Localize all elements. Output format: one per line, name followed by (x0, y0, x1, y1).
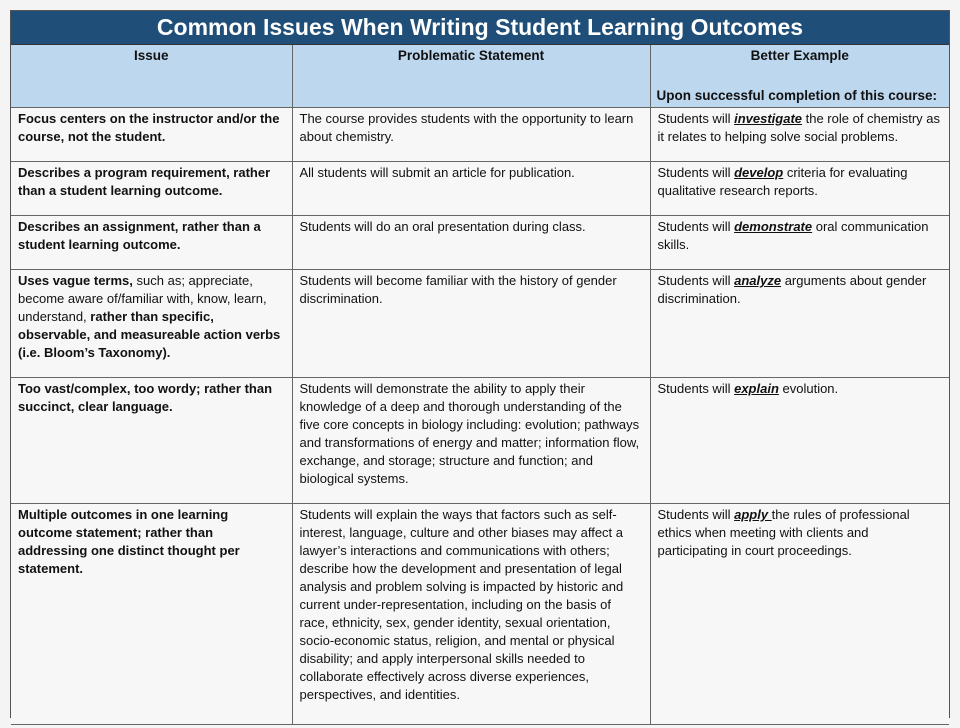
better-text-pre: Students will (657, 507, 735, 522)
better-cell (650, 108, 949, 162)
table-row (11, 108, 949, 162)
issues-table (11, 45, 949, 725)
issue-cell: Describes an assignment, rather than a student learning outcome. (11, 216, 292, 270)
better-text-pre: Students will (657, 111, 735, 126)
table-header-row (11, 45, 949, 108)
problem-cell: Students will become familiar with the history of gender discrimination. (292, 270, 650, 378)
table-row (11, 216, 949, 270)
issue-text-bold-b: rather than specific, observable, and measureable action verbs (i.e. Bloom’s Taxonomy). (18, 309, 281, 360)
better-text-post: the role of chemistry as it relates to helping solve social problems. (657, 111, 941, 144)
issue-text-bold-a: Uses vague terms, (18, 273, 133, 288)
better-cell (650, 162, 949, 216)
problem-cell: Students will demonstrate the ability to apply their knowledge of a deep and thorough understanding of the five core concepts in biology including: evolution; pathways and transformations of energy and matter; information flow, exchange, and storage; structure and function; and biological systems. (292, 378, 650, 504)
action-verb: develop (734, 165, 784, 180)
table-row (11, 162, 949, 216)
header-better-label: Better Example (750, 48, 849, 63)
header-better-subtitle: Upon successful completion of this course: (656, 88, 938, 103)
better-text-pre: Students will (657, 219, 735, 234)
table-row (11, 504, 949, 725)
better-text-post: criteria for evaluating qualitative research reports. (657, 165, 908, 198)
page-title: Common Issues When Writing Student Learning Outcomes (11, 11, 949, 45)
better-cell (650, 378, 949, 504)
problem-cell: All students will submit an article for publication. (292, 162, 650, 216)
header-issue: Issue (11, 45, 292, 108)
better-cell (650, 504, 949, 725)
action-verb: investigate (734, 111, 803, 126)
issue-text-normal: such as; appreciate, become aware of/familiar with, know, learn, understand, (18, 273, 267, 324)
issue-cell (11, 270, 292, 378)
problem-cell: Students will do an oral presentation during class. (292, 216, 650, 270)
better-text-post: oral communication skills. (657, 219, 929, 252)
issue-cell: Multiple outcomes in one learning outcome statement; rather than addressing one distinct thought per statement. (11, 504, 292, 725)
issue-cell: Too vast/complex, too wordy; rather than succinct, clear language. (11, 378, 292, 504)
better-text-post: evolution. (778, 381, 839, 396)
issue-cell: Describes a program requirement, rather than a student learning outcome. (11, 162, 292, 216)
better-text-post: the rules of professional ethics when meeting with clients and participating in court proceedings. (657, 507, 910, 558)
action-verb: explain (734, 381, 779, 396)
table-row (11, 270, 949, 378)
problem-cell: Students will explain the ways that factors such as self-interest, language, culture and other biases may affect a lawyer’s interactions and communications with others; describe how the development and presentation of legal analysis and problem solving is impacted by historic and current under-representation, including on the basis of race, ethnicity, sex, gender identity, sexual orientation, socio-economic status, religion, and mental or physical disability; and apply interpersonal skills needed to collaborate effectively across diverse experiences, perspectives, and identities. (292, 504, 650, 725)
table-row (11, 378, 949, 504)
slos-table-card (10, 10, 950, 718)
action-verb: apply (734, 507, 772, 522)
problem-cell: The course provides students with the opportunity to learn about chemistry. (292, 108, 650, 162)
better-text-pre: Students will (657, 165, 735, 180)
better-cell (650, 216, 949, 270)
issue-cell: Focus centers on the instructor and/or the course, not the student. (11, 108, 292, 162)
better-text-pre: Students will (657, 273, 735, 288)
better-cell (650, 270, 949, 378)
header-problematic: Problematic Statement (292, 45, 650, 108)
better-text-pre: Students will (657, 381, 735, 396)
action-verb: analyze (734, 273, 782, 288)
better-text-post: arguments about gender discrimination. (657, 273, 927, 306)
action-verb: demonstrate (734, 219, 813, 234)
header-better (650, 45, 949, 108)
